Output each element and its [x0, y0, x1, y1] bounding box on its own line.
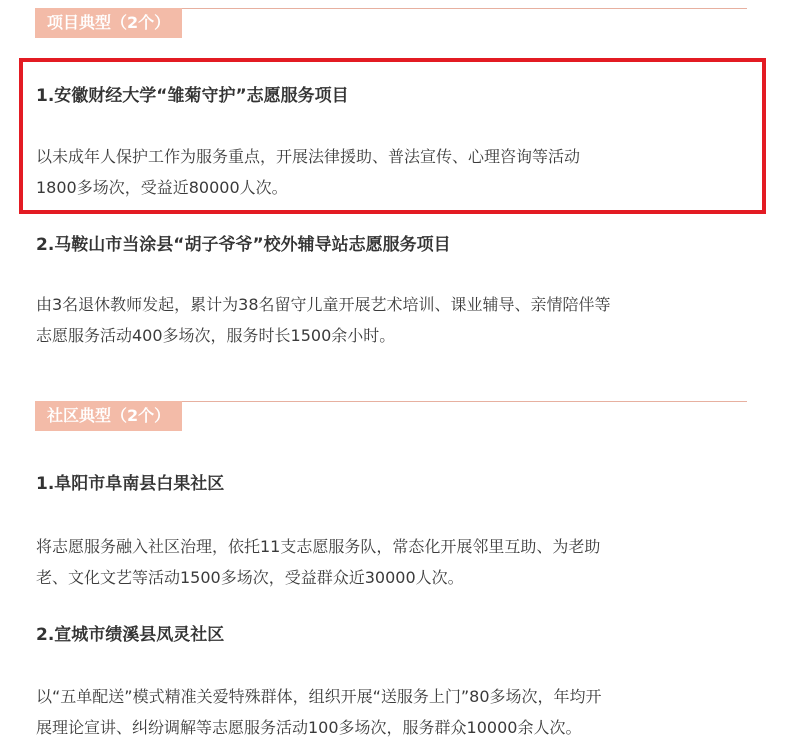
item-description-line: 展理论宣讲、纠纷调解等志愿服务活动100多场次，服务群众10000余人次。 — [36, 718, 582, 737]
item-title: 1.阜阳市阜南县白果社区 — [36, 474, 225, 494]
item-description — [36, 141, 756, 203]
item-description — [36, 289, 756, 351]
item-description-line: 1800多场次，受益近80000人次。 — [36, 178, 288, 197]
item-title: 2.马鞍山市当涂县“胡子爷爷”校外辅导站志愿服务项目 — [36, 235, 451, 255]
item-description — [36, 681, 756, 743]
item-title: 1.安徽财经大学“雏菊守护”志愿服务项目 — [36, 86, 349, 106]
section-label: 项目典型（2个） — [35, 8, 182, 38]
section-label: 社区典型（2个） — [35, 401, 182, 431]
item-description-line: 老、文化文艺等活动1500多场次，受益群众近30000人次。 — [36, 568, 464, 587]
item-description-line: 以未成年人保护工作为服务重点，开展法律援助、普法宣传、心理咨询等活动 — [36, 147, 581, 166]
item-title: 2.宣城市绩溪县凤灵社区 — [36, 625, 225, 645]
item-description-line: 将志愿服务融入社区治理，依托11支志愿服务队，常态化开展邻里互助、为老助 — [36, 537, 601, 556]
item-description-line: 志愿服务活动400多场次，服务时长1500余小时。 — [36, 326, 396, 345]
section-header-communities — [35, 401, 747, 431]
item-description — [36, 531, 756, 593]
item-description-line: 由3名退休教师发起，累计为38名留守儿童开展艺术培训、课业辅导、亲情陪伴等 — [36, 295, 611, 314]
item-description-line: 以“五单配送”模式精准关爱特殊群体，组织开展“送服务上门”80多场次，年均开 — [36, 687, 602, 706]
section-header-projects — [35, 8, 747, 38]
